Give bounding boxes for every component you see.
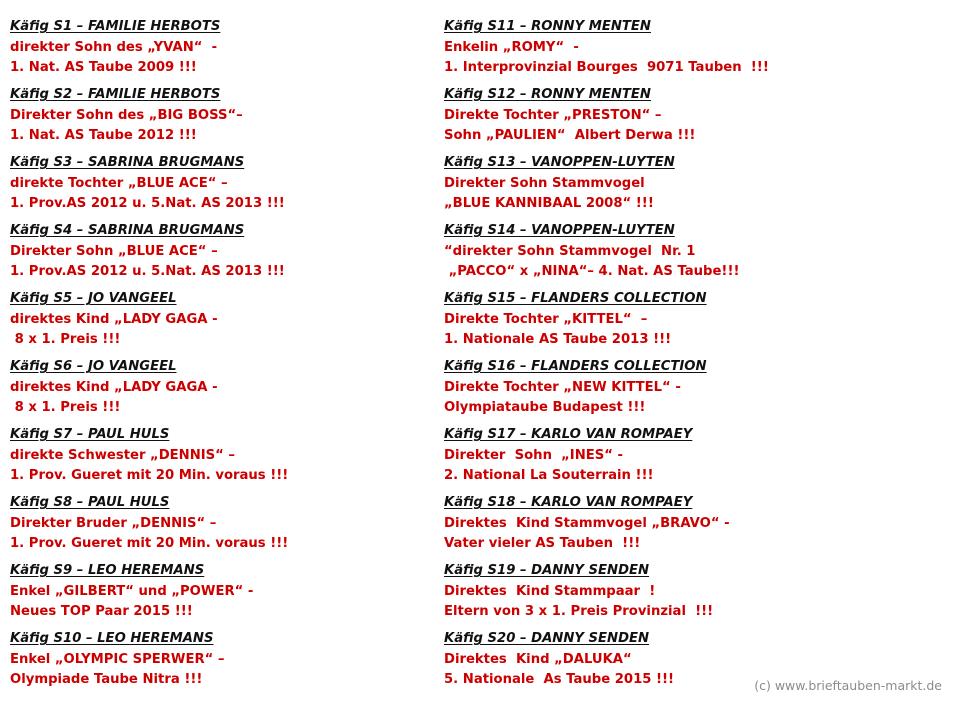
entry-heading: Käfig S11 – RONNY MENTEN bbox=[444, 19, 651, 34]
entry-heading: Käfig S14 – VANOPPEN-LUYTEN bbox=[444, 223, 675, 238]
entry-s13 bbox=[444, 153, 884, 221]
entry-line: 2. National La Souterrain !!! bbox=[444, 468, 654, 483]
entry-line: Enkel „GILBERT“ und „POWER“ - bbox=[10, 583, 254, 599]
entry-heading: Käfig S15 – FLANDERS COLLECTION bbox=[444, 291, 707, 306]
copyright-footer: (c) www.brieftauben-markt.de bbox=[754, 678, 942, 693]
entry-line: „BLUE KANNIBAAL 2008“ !!! bbox=[444, 196, 654, 211]
entry-heading: Käfig S19 – DANNY SENDEN bbox=[444, 563, 650, 578]
entry-line: direktes Kind „LADY GAGA - bbox=[10, 311, 218, 327]
entry-line: Enkel „OLYMPIC SPERWER“ – bbox=[10, 651, 225, 667]
entry-s4 bbox=[10, 221, 430, 289]
entry-line: 1. Nat. AS Taube 2012 !!! bbox=[10, 128, 197, 143]
entry-line: Direkte Tochter „PRESTON“ – bbox=[444, 107, 662, 123]
entry-line: Eltern von 3 x 1. Preis Provinzial !!! bbox=[444, 604, 714, 619]
entry-s12 bbox=[444, 85, 884, 153]
entry-line: Neues TOP Paar 2015 !!! bbox=[10, 604, 193, 619]
entry-s3 bbox=[10, 153, 430, 221]
entry-s10 bbox=[10, 629, 430, 697]
entry-line: Sohn „PAULIEN“ Albert Derwa !!! bbox=[444, 128, 696, 143]
entry-heading: Käfig S18 – KARLO VAN ROMPAEY bbox=[444, 495, 693, 510]
entry-line: Direkter Sohn des „BIG BOSS“– bbox=[10, 107, 243, 123]
entry-line: Direktes Kind Stammvogel „BRAVO“ - bbox=[444, 515, 730, 531]
entry-s8 bbox=[10, 493, 430, 561]
entry-heading: Käfig S1 – FAMILIE HERBOTS bbox=[10, 19, 221, 34]
entry-heading: Käfig S16 – FLANDERS COLLECTION bbox=[444, 359, 707, 374]
entry-s5 bbox=[10, 289, 430, 357]
entry-line: 1. Interprovinzial Bourges 9071 Tauben !!! bbox=[444, 60, 769, 75]
entry-line: Direkter Sohn „INES“ - bbox=[444, 447, 623, 463]
entry-heading: Käfig S9 – LEO HEREMANS bbox=[10, 563, 205, 578]
entry-line: Direkte Tochter „KITTEL“ – bbox=[444, 311, 648, 327]
entry-heading: Käfig S10 – LEO HEREMANS bbox=[10, 631, 214, 646]
entry-line: 5. Nationale As Taube 2015 !!! bbox=[444, 672, 675, 687]
entry-line: Direkter Bruder „DENNIS“ – bbox=[10, 515, 217, 531]
entry-heading: Käfig S12 – RONNY MENTEN bbox=[444, 87, 651, 102]
entry-s18 bbox=[444, 493, 884, 561]
entry-heading: Käfig S2 – FAMILIE HERBOTS bbox=[10, 87, 221, 102]
entry-heading: Käfig S6 – JO VANGEEL bbox=[10, 359, 177, 374]
entry-line: Direkter Sohn „BLUE ACE“ – bbox=[10, 243, 218, 259]
entry-heading: Käfig S20 – DANNY SENDEN bbox=[444, 631, 650, 646]
entry-s19 bbox=[444, 561, 884, 629]
entry-line: “direkter Sohn Stammvogel Nr. 1 bbox=[444, 243, 696, 259]
entry-s2 bbox=[10, 85, 430, 153]
entry-s11 bbox=[444, 17, 884, 85]
entry-heading: Käfig S17 – KARLO VAN ROMPAEY bbox=[444, 427, 693, 442]
entry-line: „PACCO“ x „NINA“– 4. Nat. AS Taube!!! bbox=[444, 264, 740, 279]
entry-line: 1. Prov.AS 2012 u. 5.Nat. AS 2013 !!! bbox=[10, 196, 285, 211]
entry-line: Vater vieler AS Tauben !!! bbox=[444, 536, 641, 551]
right-column bbox=[444, 17, 884, 697]
entry-s6 bbox=[10, 357, 430, 425]
entry-s1 bbox=[10, 17, 430, 85]
entry-s9 bbox=[10, 561, 430, 629]
entry-line: Direkte Tochter „NEW KITTEL“ - bbox=[444, 379, 681, 395]
entry-line: direkte Schwester „DENNIS“ – bbox=[10, 447, 235, 463]
entry-line: 1. Nat. AS Taube 2009 !!! bbox=[10, 60, 197, 75]
entry-line: 1. Nationale AS Taube 2013 !!! bbox=[444, 332, 672, 347]
entry-line: 1. Prov.AS 2012 u. 5.Nat. AS 2013 !!! bbox=[10, 264, 285, 279]
entry-s16 bbox=[444, 357, 884, 425]
entry-line: 8 x 1. Preis !!! bbox=[10, 332, 121, 347]
entry-line: Olympiataube Budapest !!! bbox=[444, 400, 646, 415]
entry-heading: Käfig S13 – VANOPPEN-LUYTEN bbox=[444, 155, 675, 170]
entry-s7 bbox=[10, 425, 430, 493]
entry-line: direkter Sohn des „YVAN“ - bbox=[10, 39, 218, 55]
entry-line: 8 x 1. Preis !!! bbox=[10, 400, 121, 415]
entry-heading: Käfig S7 – PAUL HULS bbox=[10, 427, 170, 442]
entry-line: direktes Kind „LADY GAGA - bbox=[10, 379, 218, 395]
left-column bbox=[10, 17, 430, 697]
entry-line: 1. Prov. Gueret mit 20 Min. voraus !!! bbox=[10, 468, 289, 483]
entry-heading: Käfig S3 – SABRINA BRUGMANS bbox=[10, 155, 245, 170]
entry-line: Direkter Sohn Stammvogel bbox=[444, 175, 645, 191]
entry-s17 bbox=[444, 425, 884, 493]
entry-line: Direktes Kind „DALUKA“ bbox=[444, 651, 632, 667]
entry-line: Enkelin „ROMY“ - bbox=[444, 39, 579, 55]
entry-line: Direktes Kind Stammpaar ! bbox=[444, 583, 656, 599]
entry-s15 bbox=[444, 289, 884, 357]
entry-heading: Käfig S5 – JO VANGEEL bbox=[10, 291, 177, 306]
entry-line: 1. Prov. Gueret mit 20 Min. voraus !!! bbox=[10, 536, 289, 551]
entry-heading: Käfig S8 – PAUL HULS bbox=[10, 495, 170, 510]
entry-line: direkte Tochter „BLUE ACE“ – bbox=[10, 175, 228, 191]
entry-s14 bbox=[444, 221, 884, 289]
entry-heading: Käfig S4 – SABRINA BRUGMANS bbox=[10, 223, 245, 238]
entry-line: Olympiade Taube Nitra !!! bbox=[10, 672, 203, 687]
